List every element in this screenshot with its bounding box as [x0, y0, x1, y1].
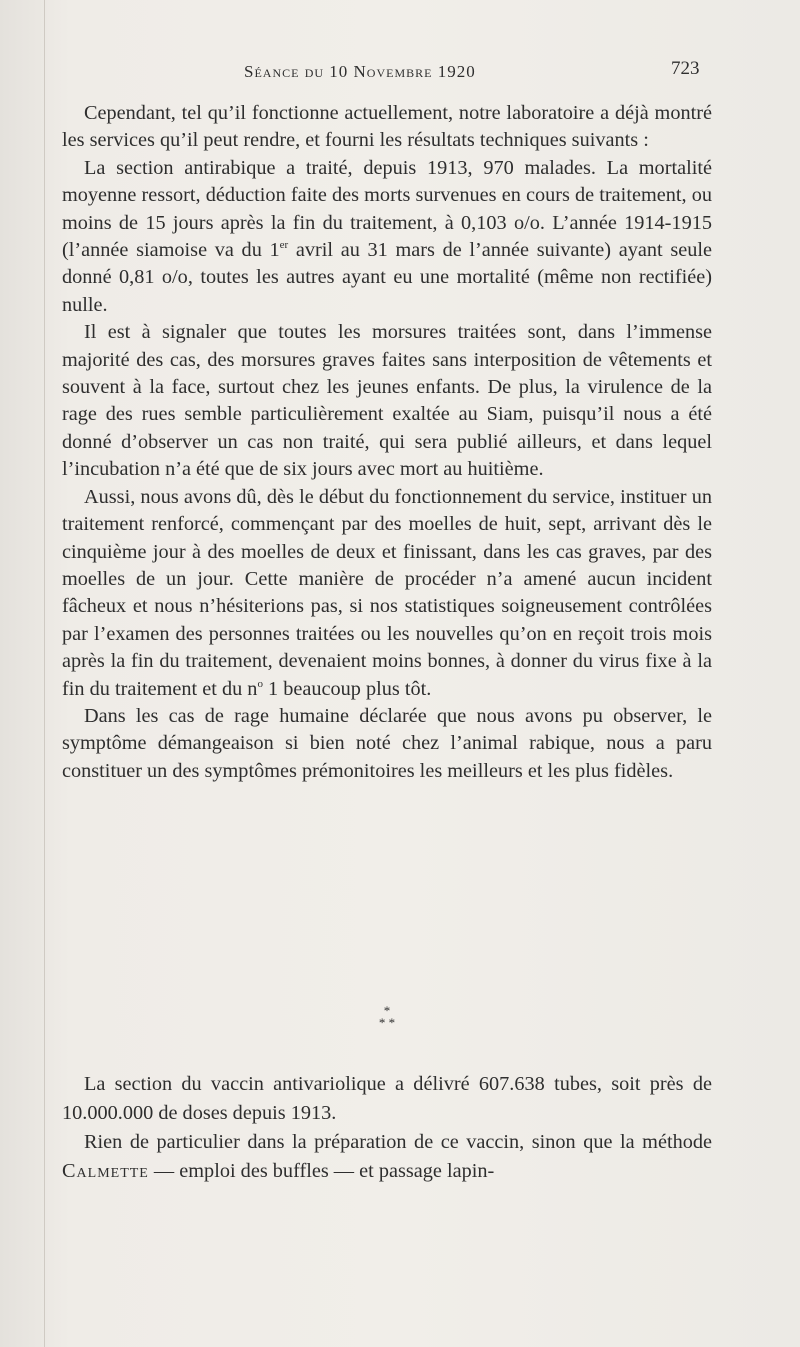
body-text [62, 100, 712, 785]
paragraph-7 [62, 1128, 712, 1186]
paragraph-7-text-a: Rien de particulier dans la préparation de ce vaccin, sinon que la méthode [84, 1131, 712, 1153]
paragraph-2 [62, 155, 712, 319]
paragraph-2-text-a: La section antirabique a traité, depuis 1913, 970 malades. La mortalité moyenne ressort, déduction faite des morts survenues en cours de traitement, ou moins de 15 jours après la fin du traitement, à 0,103 o/o. L’année 1914-1915 (l’année siamoise va du 1 [62, 156, 712, 262]
binding-edge [44, 0, 45, 1347]
paragraph-7-text-b: — emploi des buffles — et passage lapin- [148, 1160, 495, 1182]
paragraph-2-text-b: avril au 31 mars de l’année suivante) ayant seule donné 0,81 o/o, toutes les autres ayant eu une mortalité (même non rectifiée) nulle. [62, 239, 712, 316]
paragraph-4-text-b: 1 beaucoup plus tôt. [262, 677, 432, 700]
paragraph-4 [62, 484, 712, 703]
running-head: Séance du 10 Novembre 1920 [244, 62, 476, 81]
ordinal-superscript: er [279, 239, 289, 252]
page-header [0, 56, 800, 90]
paragraph-3: Il est à signaler que toutes les morsures traitées sont, dans l’immense majorité des cas, des morsures graves faites sans interposition de vêtements et souvent à la face, surtout chez les jeunes enfants. De plus, la virulence de la rage des rues semble particulièrement exaltée au Siam, puisqu’il nous a été donné d’observer un cas non traité, qui sera publié ailleurs, et dans lequel l’incubation n’a été que de six jours avec mort au huitième. [62, 321, 712, 481]
asterism-separator [0, 1005, 800, 1029]
body-text-2 [62, 1070, 712, 1186]
paragraph-1: Cependant, tel qu’il fonctionne actuellement, notre laboratoire a déjà montré les services qu’il peut rendre, et fourni les résultats techniques suivants : [62, 102, 712, 152]
paragraph-6: La section du vaccin antivariolique a délivré 607.638 tubes, soit près de 10.000.000 de doses depuis 1913. [62, 1073, 712, 1124]
paragraph-5: Dans les cas de rage humaine déclarée que nous avons pu observer, le symptôme démangeaison si bien noté chez l’animal rabique, nous a paru constituer un des symptômes prémonitoires les meilleurs et les plus fidèles. [62, 704, 712, 782]
paragraph-4-text-a: Aussi, nous avons dû, dès le début du fonctionnement du service, instituer un traitement renforcé, commençant par des moelles de huit, sept, arrivant dès le cinquième jour à des moelles de deux et finissant, dans les cas graves, par des moelles de un jour. Cette manière de procéder n’a amené aucun incident fâcheux et nous n’hésiterions pas, si nos statistiques soigneusement contrôlées par l’examen des personnes traitées ou les nouvelles qu’on en reçoit trois mois après la fin du traitement, devenaient moins bonnes, à donner du virus fixe à la fin du traitement et du n [62, 485, 712, 700]
author-name: Calmette [62, 1160, 149, 1182]
asterism-top: * [383, 1003, 391, 1018]
numero-superscript: o [257, 677, 263, 690]
asterism-bottom: * * [378, 1015, 396, 1030]
page-number: 723 [671, 58, 700, 79]
